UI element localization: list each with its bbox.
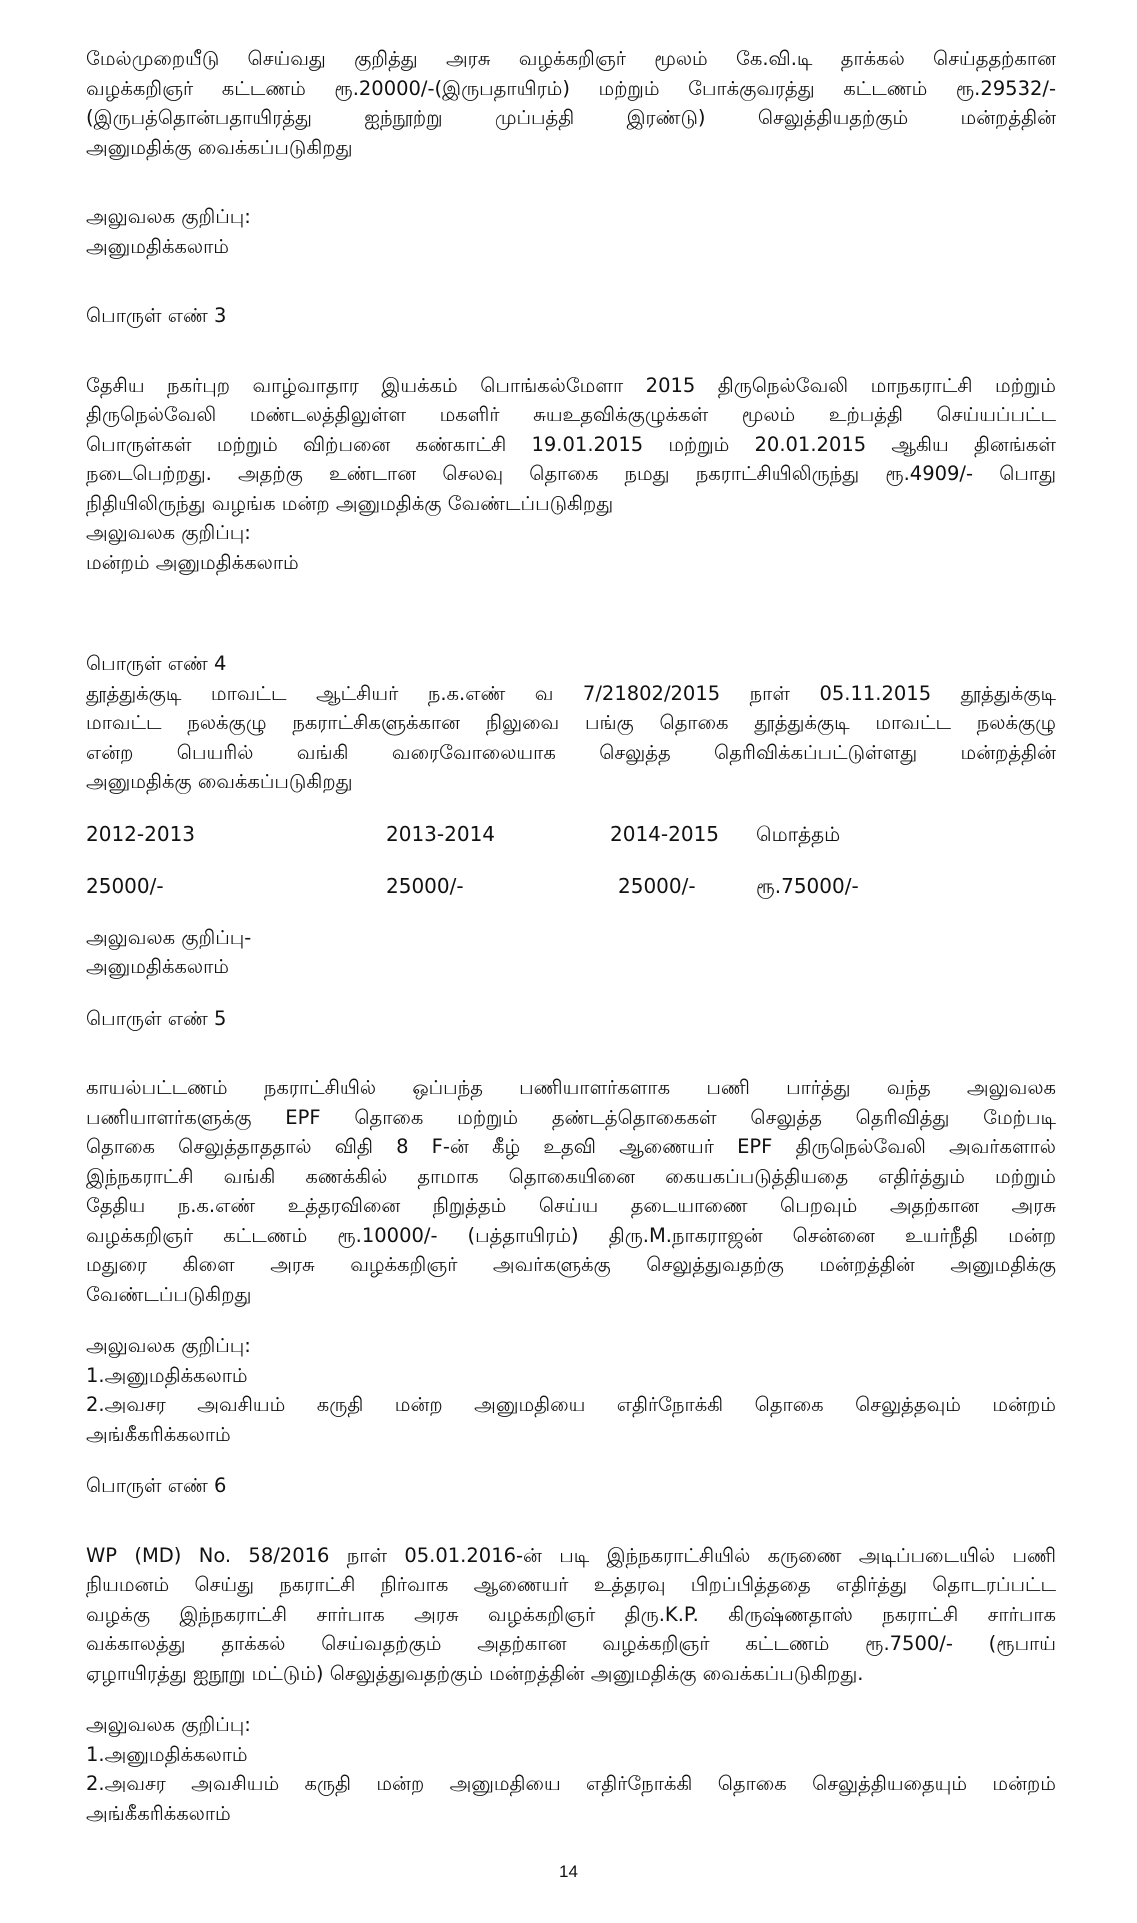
item4-paragraph	[86, 679, 1056, 797]
item3-line: பொருள்கள் மற்றும் விற்பனை கண்காட்சி 19.01.2015 மற்றும் 20.01.2015 ஆகிய தினங்கள்	[86, 432, 1056, 456]
item6-line: வழக்கு இந்நகராட்சி சார்பாக அரசு வழக்கறிஞர் திரு.K.P. கிருஷ்ணதாஸ் நகராட்சி சார்பாக	[86, 1602, 1056, 1626]
item5-note-text: 1.அனுமதிக்கலாம்	[86, 1363, 248, 1387]
item4-line: தூத்துக்குடி மாவட்ட ஆட்சியர் ந.க.எண் வ 7/21802/2015 நாள் 05.11.2015 தூத்துக்குடி	[86, 681, 1056, 705]
item6-paragraph	[86, 1541, 1056, 1689]
document-page	[86, 44, 1056, 1828]
page-number: 14	[559, 1862, 578, 1881]
share-table-header-row	[86, 819, 1056, 849]
item3-line: தேசிய நகர்புற வாழ்வாதார இயக்கம் பொங்கல்மேளா 2015 திருநெல்வேலி மாநகராட்சி மற்றும்	[86, 373, 1056, 397]
item6-note-label: அலுவலக குறிப்பு:	[86, 1713, 251, 1736]
table-cell: 25000/-	[86, 873, 164, 898]
item5-note-paragraph	[86, 1390, 1056, 1449]
table-cell: ரூ.75000/-	[756, 873, 859, 898]
intro-line: வழக்கறிஞர் கட்டணம் ரூ.20000/-(இருபதாயிரம்) மற்றும் போக்குவரத்து கட்டணம் ரூ.29532/-	[86, 76, 1056, 100]
item5-line: மதுரை கிளை அரசு வழக்கறிஞர் அவர்களுக்கு செலுத்துவதற்கு மன்றத்தின் அனுமதிக்கு	[86, 1253, 1056, 1276]
table-header-cell: 2014-2015	[610, 821, 720, 846]
item4-line: மாவட்ட நலக்குழு நகராட்சிகளுக்கான நிலுவை பங்கு தொகை தூத்துக்குடி மாவட்ட நலக்குழு	[86, 711, 1056, 734]
item5-line: பணியாளர்களுக்கு EPF தொகை மற்றும் தண்டத்தொகைகள் செலுத்த தெரிவித்து மேற்படி	[86, 1105, 1056, 1129]
intro-note-label: அலுவலக குறிப்பு:	[86, 205, 251, 228]
item3-line: நடைபெற்றது. அதற்கு உண்டான செலவு தொகை நமது நகராட்சியிலிருந்து ரூ.4909/- பொது	[86, 462, 1056, 485]
item6-line: வக்காலத்து தாக்கல் செய்வதற்கும் அதற்கான வழக்கறிஞர் கட்டணம் ரூ.7500/- (ரூபாய்	[86, 1632, 1056, 1655]
item4-line: என்ற பெயரில் வங்கி வரைவோலையாக செலுத்த தெரிவிக்கப்பட்டுள்ளது மன்றத்தின்	[86, 740, 1056, 764]
item6-note-paragraph	[86, 1769, 1056, 1828]
item5-note-line: 2.அவசர அவசியம் கருதி மன்ற அனுமதியை எதிர்நோக்கி தொகை செலுத்தவும் மன்றம்	[86, 1393, 1056, 1416]
item4-line: அனுமதிக்கு வைக்கப்படுகிறது	[86, 770, 353, 793]
table-header-cell: 2013-2014	[386, 821, 496, 846]
item5-note-line: அங்கீகரிக்கலாம்	[86, 1422, 231, 1446]
item5-paragraph	[86, 1073, 1056, 1309]
item3-note-label: அலுவலக குறிப்பு:	[86, 521, 251, 544]
table-header-cell: மொத்தம்	[756, 821, 841, 846]
item3-heading: பொருள் எண் 3	[86, 304, 227, 327]
item6-line: WP (MD) No. 58/2016 நாள் 05.01.2016-ன் படி இந்நகராட்சியில் கருணை அடிப்படையில் பணி	[86, 1543, 1056, 1567]
item6-note-text: 1.அனுமதிக்கலாம்	[86, 1742, 248, 1766]
item5-line: காயல்பட்டணம் நகராட்சியில் ஒப்பந்த பணியாளர்களாக பணி பார்த்து வந்த அலுவலக	[86, 1076, 1056, 1099]
table-cell: 25000/-	[618, 873, 696, 898]
item5-note-label: அலுவலக குறிப்பு:	[86, 1334, 251, 1357]
item3-note-text: மன்றம் அனுமதிக்கலாம்	[86, 550, 299, 574]
item6-line: நியமனம் செய்து நகராட்சி நிர்வாக ஆணையர் உத்தரவு பிறப்பித்ததை எதிர்த்து தொடரப்பட்ட	[86, 1573, 1056, 1596]
item3-line: திருநெல்வேலி மண்டலத்திலுள்ள மகளிர் சுயஉதவிக்குழுக்கள் மூலம் உற்பத்தி செய்யப்பட்ட	[86, 403, 1056, 426]
item4-heading: பொருள் எண் 4	[86, 652, 227, 675]
item6-note-line: 2.அவசர அவசியம் கருதி மன்ற அனுமதியை எதிர்நோக்கி தொகை செலுத்தியதையும் மன்றம்	[86, 1772, 1056, 1795]
item6-heading: பொருள் எண் 6	[86, 1474, 227, 1497]
item3-line: நிதியிலிருந்து வழங்க மன்ற அனுமதிக்கு வேண்டப்படுகிறது	[86, 491, 614, 515]
item5-line: இந்நகராட்சி வங்கி கணக்கில் தாமாக தொகையினை கையகப்படுத்தியதை எதிர்த்தும் மற்றும்	[86, 1164, 1056, 1188]
intro-line: அனுமதிக்கு வைக்கப்படுகிறது	[86, 135, 353, 159]
item6-line: ஏழாயிரத்து ஐநூறு மட்டும்) செலுத்துவதற்கும் மன்றத்தின் அனுமதிக்கு வைக்கப்படுகிறது.	[86, 1661, 864, 1685]
share-table-value-row	[86, 871, 1056, 901]
item5-line: வழக்கறிஞர் கட்டணம் ரூ.10000/- (பத்தாயிரம்) திரு.M.நாகராஜன் சென்னை உயர்நீதி மன்ற	[86, 1223, 1056, 1247]
item3-paragraph	[86, 371, 1056, 519]
intro-note-text: அனுமதிக்கலாம்	[86, 234, 229, 258]
item5-line: வேண்டப்படுகிறது	[86, 1282, 252, 1306]
table-header-cell: 2012-2013	[86, 821, 196, 846]
intro-line: மேல்முறையீடு செய்வது குறித்து அரசு வழக்கறிஞர் மூலம் கே.வி.டி தாக்கல் செய்ததற்கான	[86, 47, 1056, 70]
intro-line: (இருபத்தொன்பதாயிரத்து ஐந்நூற்று முப்பத்தி இரண்டு) செலுத்தியதற்கும் மன்றத்தின்	[86, 106, 1056, 129]
item5-line: தொகை செலுத்தாததால் விதி 8 F-ன் கீழ் உதவி ஆணையர் EPF திருநெல்வேலி அவர்களால்	[86, 1135, 1056, 1158]
item4-note-label: அலுவலக குறிப்பு-	[86, 925, 252, 949]
item4-note-text: அனுமதிக்கலாம்	[86, 955, 229, 978]
intro-paragraph	[86, 44, 1056, 162]
item5-heading: பொருள் எண் 5	[86, 1006, 227, 1030]
table-cell: 25000/-	[386, 873, 464, 898]
item5-line: தேதிய ந.க.எண் உத்தரவினை நிறுத்தம் செய்ய தடையாணை பெறவும் அதற்கான அரசு	[86, 1194, 1056, 1217]
item6-note-line: அங்கீகரிக்கலாம்	[86, 1801, 231, 1825]
